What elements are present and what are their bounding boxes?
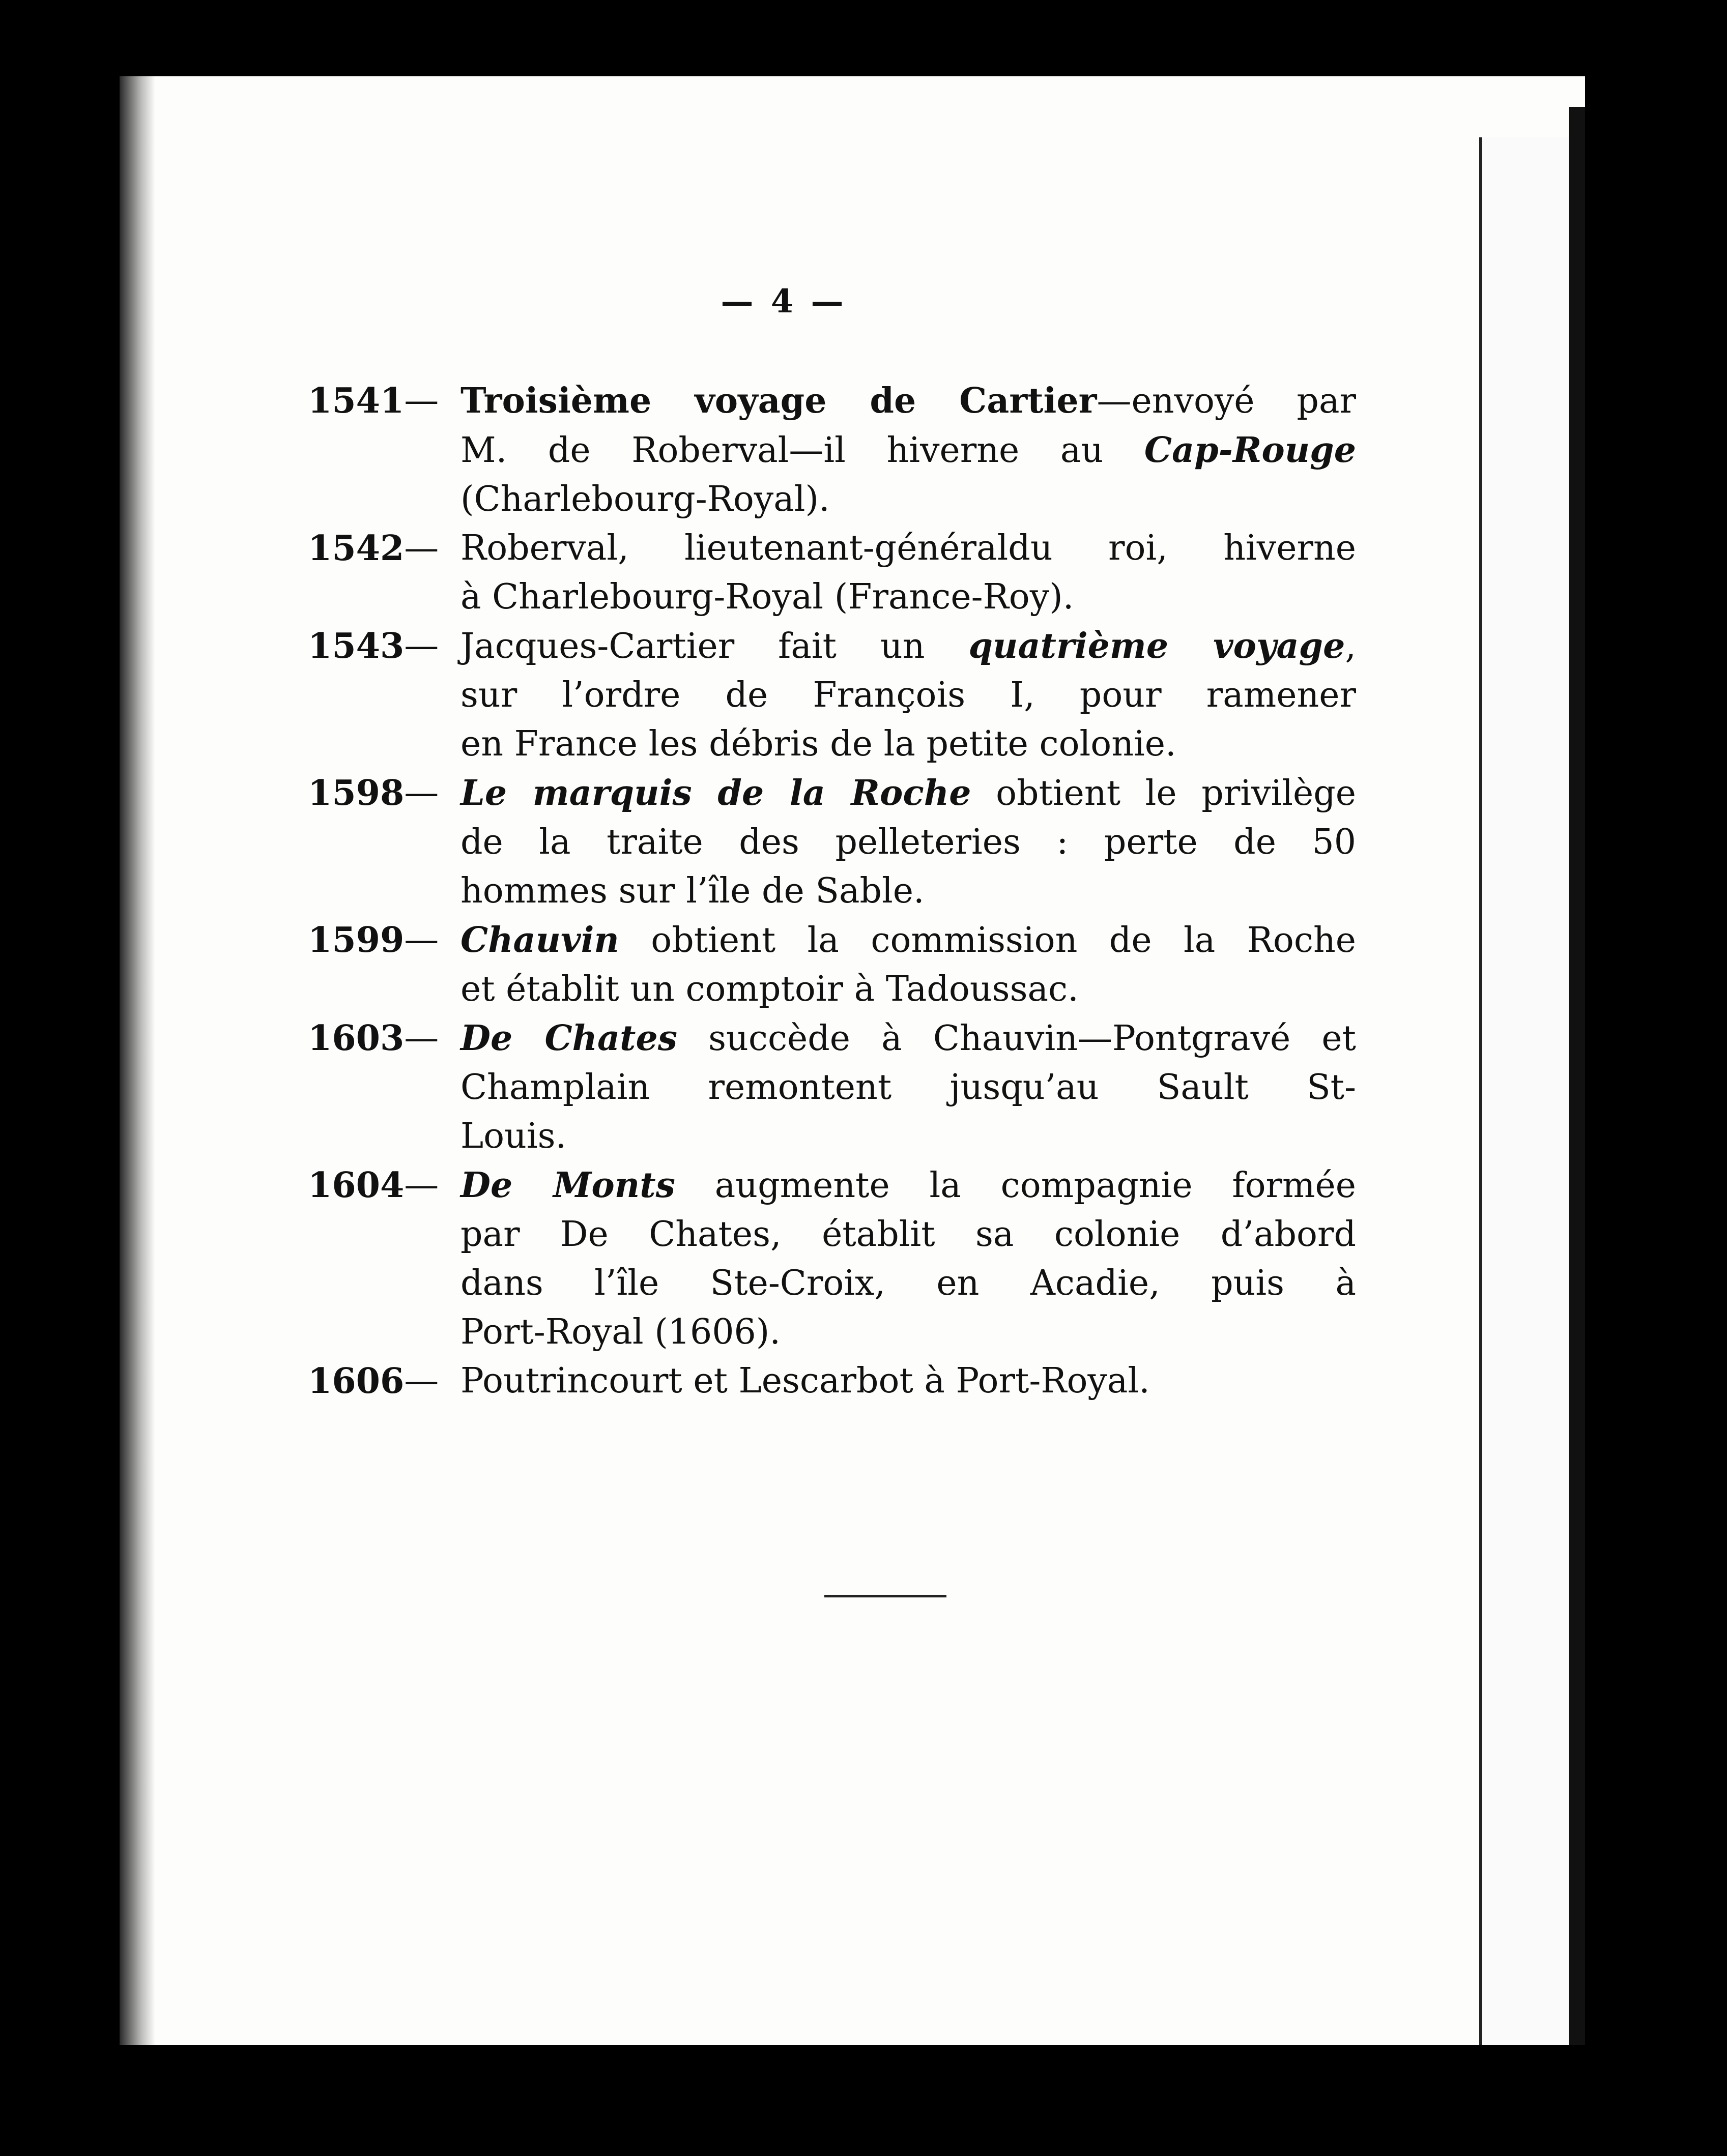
chronology-entry — [308, 376, 1356, 524]
page-gutter-shadow — [120, 76, 155, 2045]
entry-text: Poutrincourt et Lescarbot à Port-Royal. — [460, 1361, 1150, 1401]
entry-dash: — — [404, 381, 439, 421]
chronology-entry — [308, 1014, 1356, 1161]
entry-lead — [308, 622, 460, 671]
page-number: — 4 — — [721, 282, 847, 321]
entry-line — [460, 1112, 1356, 1161]
chronology-list — [308, 376, 1356, 1406]
entry-text: —envoyé par — [1097, 381, 1356, 421]
chronology-entry — [308, 769, 1356, 916]
entry-lead — [308, 1014, 460, 1063]
entry-text: obtient la commission de la Roche — [619, 920, 1356, 960]
entry-year: 1603 — [308, 1018, 405, 1059]
entry-line — [460, 1259, 1356, 1308]
chronology-entry — [308, 524, 1356, 622]
entry-lead — [308, 1357, 460, 1406]
entry-line — [460, 769, 1356, 818]
entry-line — [460, 867, 1356, 916]
entry-text: Louis. — [460, 1116, 567, 1156]
entry-year: 1604 — [308, 1165, 405, 1206]
entry-lead — [308, 769, 460, 818]
entry-lead — [308, 916, 460, 965]
entry-line — [460, 818, 1356, 867]
entry-heading-bold: Troisième voyage de Cartier — [460, 381, 1097, 421]
chronology-entry — [308, 1161, 1356, 1357]
entry-name-italic: Chauvin — [460, 920, 619, 960]
entry-dash: — — [404, 626, 439, 666]
entry-dash: — — [404, 773, 439, 813]
entry-text: Jacques-Cartier fait un — [460, 626, 969, 666]
entry-lead — [308, 376, 460, 425]
entry-name-italic: quatrième voyage — [968, 626, 1345, 666]
entry-line — [460, 1014, 1356, 1063]
entry-lead — [308, 1161, 460, 1210]
entry-line — [460, 1161, 1356, 1210]
entry-text: Port-Royal (1606). — [460, 1312, 781, 1352]
entry-line — [460, 1357, 1356, 1406]
entry-name-italic: Cap-Rouge — [1144, 430, 1356, 471]
entry-line — [460, 475, 1356, 524]
entry-line — [460, 426, 1356, 475]
chronology-entry — [308, 1357, 1356, 1406]
entry-dash: — — [404, 1018, 439, 1058]
entry-line — [460, 916, 1356, 965]
entry-text: dans l’île Ste-Croix, en Acadie, puis à — [460, 1263, 1356, 1303]
entry-year: 1606 — [308, 1361, 405, 1402]
page-edge — [1569, 107, 1585, 2045]
entry-year: 1541 — [308, 381, 405, 421]
entry-name-italic: De Monts — [460, 1165, 675, 1206]
entry-line — [460, 1063, 1356, 1112]
entry-line — [460, 671, 1356, 720]
entry-line — [460, 622, 1356, 671]
entry-text: augmente la compagnie formée — [675, 1166, 1356, 1206]
chronology-entry — [308, 622, 1356, 769]
entry-line — [460, 1210, 1356, 1259]
entry-year: 1543 — [308, 626, 405, 666]
entry-name-italic: Le marquis de la Roche — [460, 773, 971, 813]
entry-text: de la traite des pelleteries : perte de 50 — [460, 822, 1356, 862]
entry-year: 1598 — [308, 773, 405, 813]
entry-dash: — — [404, 1361, 439, 1401]
entry-text: à Charlebourg-Royal (France-Roy). — [460, 577, 1074, 617]
entry-text: (Charlebourg-Royal). — [460, 479, 830, 519]
page-margin-strip — [1479, 137, 1569, 2045]
end-rule — [824, 1595, 946, 1597]
entry-year: 1542 — [308, 528, 405, 569]
entry-dash: — — [404, 528, 439, 568]
entry-line — [460, 965, 1356, 1014]
entry-text: M. de Roberval—il hiverne au — [460, 430, 1144, 471]
entry-text: en France les débris de la petite colonie. — [460, 724, 1176, 764]
entry-dash: — — [404, 920, 439, 960]
entry-text: , — [1345, 626, 1356, 666]
entry-lead — [308, 524, 460, 573]
entry-text: hommes sur l’île de Sable. — [460, 871, 925, 911]
entry-line — [460, 524, 1356, 573]
entry-line — [460, 1308, 1356, 1357]
entry-line — [460, 720, 1356, 769]
entry-text: et établit un comptoir à Tadoussac. — [460, 969, 1079, 1009]
entry-text: Roberval, lieutenant-généraldu roi, hiverne — [460, 528, 1356, 568]
entry-text: sur l’ordre de François I, pour ramener — [460, 675, 1356, 715]
entry-year: 1599 — [308, 920, 405, 960]
entry-dash: — — [404, 1165, 439, 1205]
entry-line — [460, 376, 1356, 426]
entry-text: obtient le privilège — [971, 773, 1357, 813]
entry-name-italic: De Chates — [460, 1018, 678, 1059]
entry-text: par De Chates, établit sa colonie d’abord — [460, 1214, 1356, 1255]
chronology-entry — [308, 916, 1356, 1014]
entry-text: Champlain remontent jusqu’au Sault St- — [460, 1067, 1356, 1108]
entry-line — [460, 573, 1356, 622]
entry-text: succède à Chauvin—Pontgravé et — [677, 1018, 1356, 1059]
